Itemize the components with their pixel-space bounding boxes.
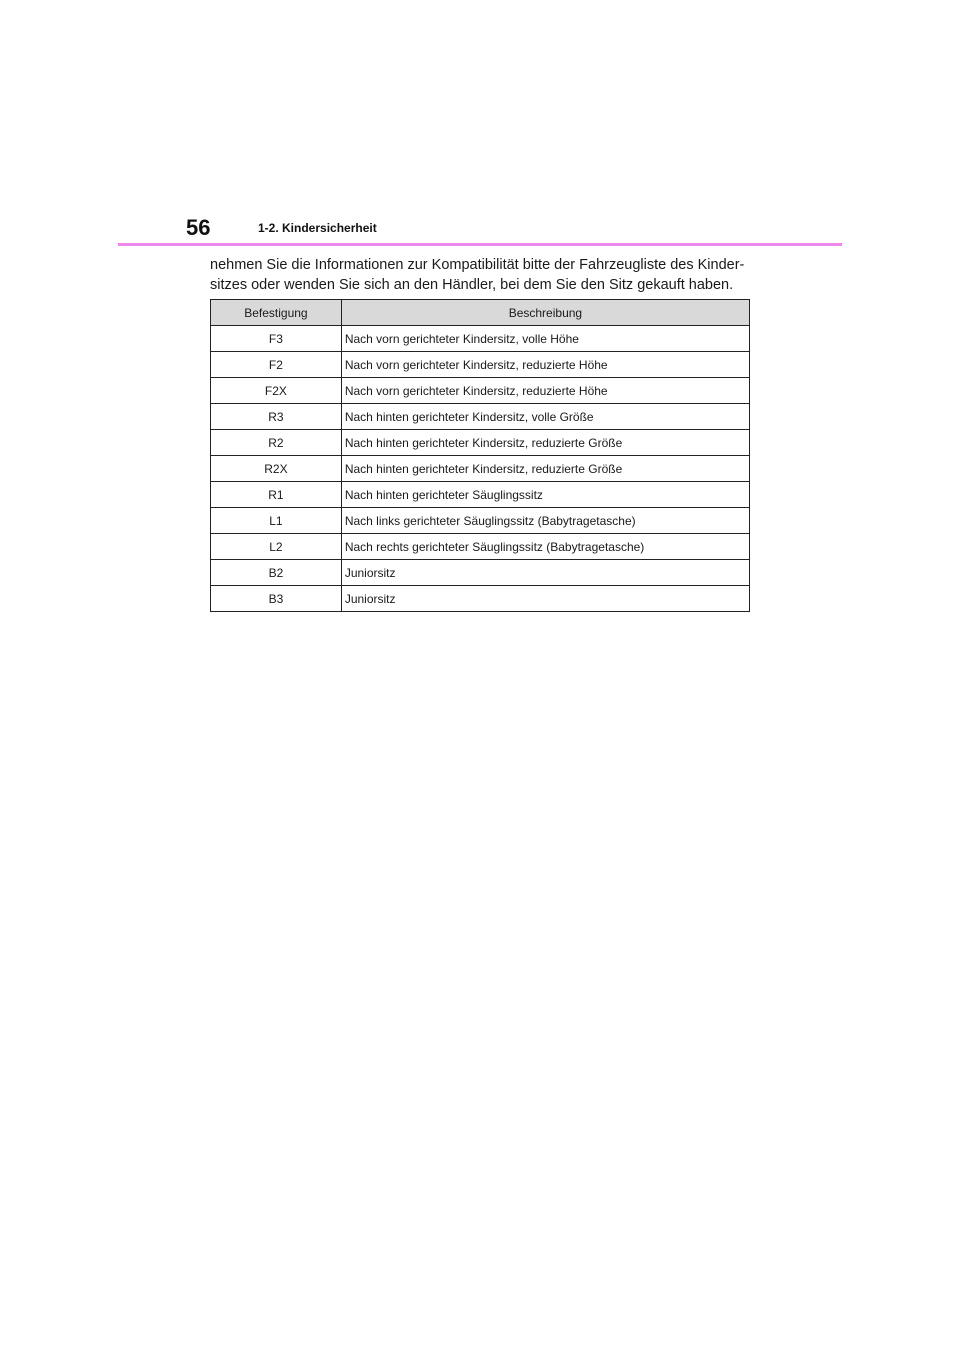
fixture-code: F2 <box>211 352 342 378</box>
fixture-code: R2X <box>211 456 342 482</box>
table-row <box>211 326 750 352</box>
fixture-code: R3 <box>211 404 342 430</box>
fixture-description: Nach vorn gerichteter Kindersitz, reduzierte Höhe <box>341 378 749 404</box>
fixture-code: R2 <box>211 430 342 456</box>
fixture-description: Nach rechts gerichteter Säuglingssitz (Babytragetasche) <box>341 534 749 560</box>
fixture-description: Juniorsitz <box>341 560 749 586</box>
table-row <box>211 560 750 586</box>
table-row <box>211 352 750 378</box>
section-title: 1-2. Kindersicherheit <box>258 221 377 235</box>
fixture-description: Nach vorn gerichteter Kindersitz, reduzierte Höhe <box>341 352 749 378</box>
table-row <box>211 586 750 612</box>
fixture-description: Nach hinten gerichteter Kindersitz, volle Größe <box>341 404 749 430</box>
table-row <box>211 404 750 430</box>
fixture-code: L2 <box>211 534 342 560</box>
fixture-description: Nach vorn gerichteter Kindersitz, volle Höhe <box>341 326 749 352</box>
table-row <box>211 378 750 404</box>
page-number: 56 <box>186 215 211 240</box>
column-header-befestigung: Befestigung <box>211 300 342 326</box>
fixture-code: R1 <box>211 482 342 508</box>
fixture-description: Nach hinten gerichteter Säuglingssitz <box>341 482 749 508</box>
fixture-description: Juniorsitz <box>341 586 749 612</box>
intro-line-1: nehmen Sie die Informationen zur Kompatibilität bitte der Fahrzeugliste des Kinder- <box>210 257 745 273</box>
child-seat-fixture-table <box>210 299 750 612</box>
intro-paragraph <box>210 255 770 295</box>
fixture-description: Nach hinten gerichteter Kindersitz, reduzierte Größe <box>341 456 749 482</box>
fixture-code: F2X <box>211 378 342 404</box>
fixture-code: B3 <box>211 586 342 612</box>
table-row <box>211 456 750 482</box>
intro-line-2: sitzes oder wenden Sie sich an den Händler, bei dem Sie den Sitz gekauft haben. <box>210 277 734 293</box>
fixture-code: F3 <box>211 326 342 352</box>
table-row <box>211 534 750 560</box>
table-row <box>211 482 750 508</box>
fixture-code: B2 <box>211 560 342 586</box>
table-header-row <box>211 300 750 326</box>
fixture-code: L1 <box>211 508 342 534</box>
column-header-beschreibung: Beschreibung <box>341 300 749 326</box>
fixture-description: Nach links gerichteter Säuglingssitz (Babytragetasche) <box>341 508 749 534</box>
fixture-description: Nach hinten gerichteter Kindersitz, reduzierte Größe <box>341 430 749 456</box>
table-row <box>211 430 750 456</box>
header-divider <box>118 243 842 246</box>
table-row <box>211 508 750 534</box>
